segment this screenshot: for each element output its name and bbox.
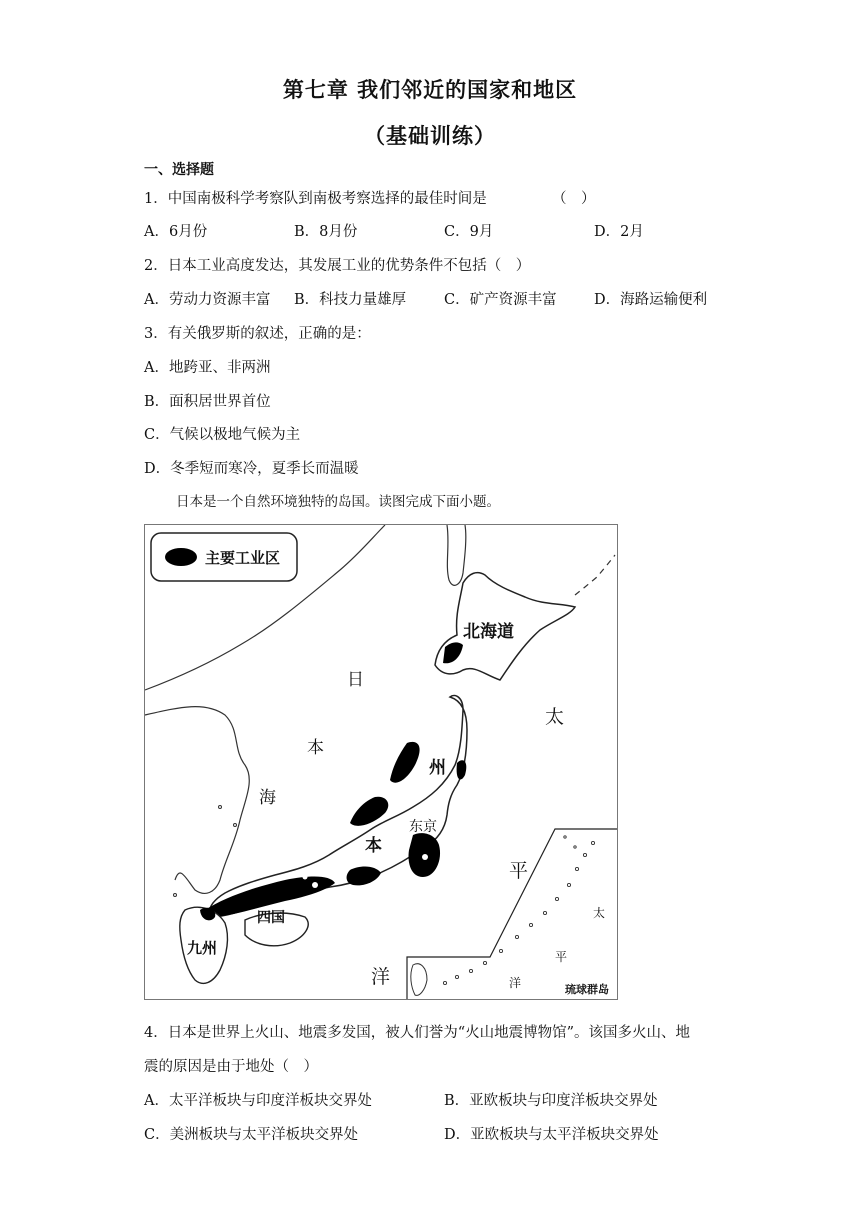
label-ocean-ping: 平 [509,860,529,882]
japan-map [144,524,618,1000]
label-ocean-yang: 洋 [371,966,391,988]
question-1-stem: 1．中国南极科学考察队到南极考察选择的最佳时间是 （ ） [144,191,596,207]
label-inset-ping: 平 [555,950,568,964]
q4-option-a: A．太平洋板块与印度洋板块交界处 [144,1093,372,1109]
label-tokyo: 东京 [409,819,437,835]
question-4-stem-line2: 震的原因是由于地处（ ） [144,1059,318,1075]
legend-swatch [165,548,197,566]
label-sea-hai: 海 [259,788,276,808]
label-shikoku: 四国 [257,910,285,926]
label-honshu-zhou: 州 [429,758,446,778]
honshu-coast [209,696,467,917]
q3-option-b: B．面积居世界首位 [144,394,271,410]
label-inset-yang: 洋 [509,976,522,990]
ryukyu-islands [443,836,594,985]
q3-option-d: D．冬季短而寒冷，夏季长而温暖 [144,461,359,477]
question-3-stem: 3．有关俄罗斯的叙述，正确的是： [144,326,371,342]
q2-option-c: C．矿产资源丰富 [444,292,557,308]
map-intro: 日本是一个自然环境独特的岛国。读图完成下面小题。 [176,494,500,510]
page-title: 第七章 我们邻近的国家和地区 [282,78,578,102]
q1-option-a: A．6月份 [144,224,208,240]
q4-option-d: D．亚欧板块与太平洋板块交界处 [444,1127,659,1143]
q2-option-a: A．劳动力资源丰富 [144,292,271,308]
page-subtitle: （基础训练） [364,124,496,148]
section-heading: 一、选择题 [144,162,214,178]
q2-option-b: B．科技力量雄厚 [294,292,407,308]
label-kyushu: 九州 [187,939,218,957]
question-4-stem-line1: 4．日本是世界上火山、地震多发国，被人们誉为“火山地震博物馆”。该国多火山、地 [144,1025,691,1041]
label-inset-tai: 太 [593,906,606,920]
q4-option-b: B．亚欧板块与印度洋板块交界处 [444,1093,658,1109]
label-sea-ri: 日 [347,670,364,690]
q2-option-d: D．海路运输便利 [594,292,708,308]
label-ryukyu: 琉球群岛 [565,983,609,996]
label-hokkaido: 北海道 [463,622,514,642]
label-honshu-ben: 本 [365,836,382,856]
sakhalin-coast [447,525,466,585]
label-sea-ben: 本 [307,738,324,758]
q4-option-c: C．美洲板块与太平洋板块交界处 [144,1127,359,1143]
q1-option-d: D．2月 [594,224,644,240]
q3-option-c: C．气候以极地气候为主 [144,427,301,443]
q3-option-a: A．地跨亚、非两洲 [144,360,271,376]
question-2-stem: 2．日本工业高度发达，其发展工业的优势条件不包括（ ） [144,258,531,274]
q1-option-b: B．8月份 [294,224,358,240]
label-ocean-tai: 太 [545,706,565,728]
q1-option-c: C．9月 [444,224,494,240]
legend-label: 主要工业区 [205,549,281,567]
